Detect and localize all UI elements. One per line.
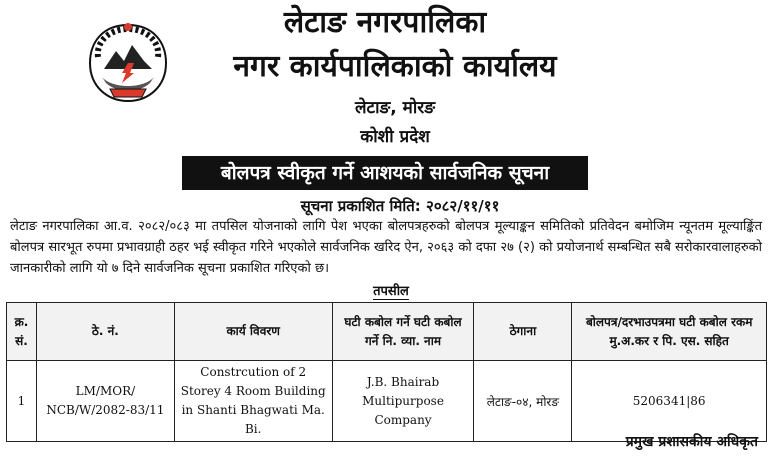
cell-amount: 5206341|86 <box>572 361 767 442</box>
signatory: प्रमुख प्रशासकीय अधिकृत <box>625 434 758 450</box>
col-header-contract-no: ठे. नं. <box>36 303 174 361</box>
cell-bidder: J.B. Bhairab Multipurpose Company <box>332 361 474 442</box>
details-heading <box>0 281 770 299</box>
details-heading-label: तपसील <box>373 284 409 299</box>
province-text: कोशी प्रदेश <box>360 127 430 147</box>
municipality-name: लेटाङ नगरपालिका <box>283 5 487 40</box>
office-name: नगर कार्यपालिकाको कार्यालय <box>233 49 557 84</box>
col-header-description: कार्य विवरण <box>174 303 332 361</box>
cell-sn: 1 <box>7 361 37 442</box>
col-header-address: ठेगाना <box>474 303 572 361</box>
cell-description: Constrcution of 2 Storey 4 Room Building in Shanti Bhagwati Ma. Bi. <box>174 361 332 442</box>
table-header-row <box>7 303 767 361</box>
location-text: लेटाङ, मोरङ <box>354 98 436 118</box>
table-row <box>7 361 767 442</box>
notice-body: लेटाङ नगरपालिका आ.व. २०८२/०८३ मा तपसिल योजनाको लागि पेश भएका बोलपत्रहरुको बोलपत्र मूल्याङ्कन समितिको प्रतिवेदन बमोजिम न्यूनतम मूल्याङ्किंत बोलपत्र सारभूत रुपमा प्रभावग्राही ठहर भई स्वीकृत गरिने भएकोले सार्वजनिक खरिद ऐन, २०६३ को दफा २७ (२) को प्रयोजनार्थ सम्बन्धित सबै सरोकारवालाहरुको जानकारीको लागि यो ७ दिने सार्वजनिक सूचना प्रकाशित गरिएको छ। <box>10 219 762 276</box>
col-header-bidder: घटी कबोल गर्ने घटी कबोल गर्ने नि. व्या. नाम <box>332 303 474 361</box>
cell-address: लेटाङ-०४, मोरङ <box>474 361 572 442</box>
col-header-sn: क्र. सं. <box>7 303 37 361</box>
project-table <box>6 302 767 442</box>
publish-date: सूचना प्रकाशित मिति: २०८२/११/११ <box>300 197 500 215</box>
notice-title-banner: बोलपत्र स्वीकृत गर्ने आशयको सार्वजनिक सूचना <box>182 156 588 190</box>
col-header-amount: बोलपत्र/दरभाउपत्रमा घटी कबोल रकम मु.अ.कर र पि. एस. सहित <box>572 303 767 361</box>
cell-contract-no: LM/MOR/ NCB/W/2082-83/11 <box>36 361 174 442</box>
